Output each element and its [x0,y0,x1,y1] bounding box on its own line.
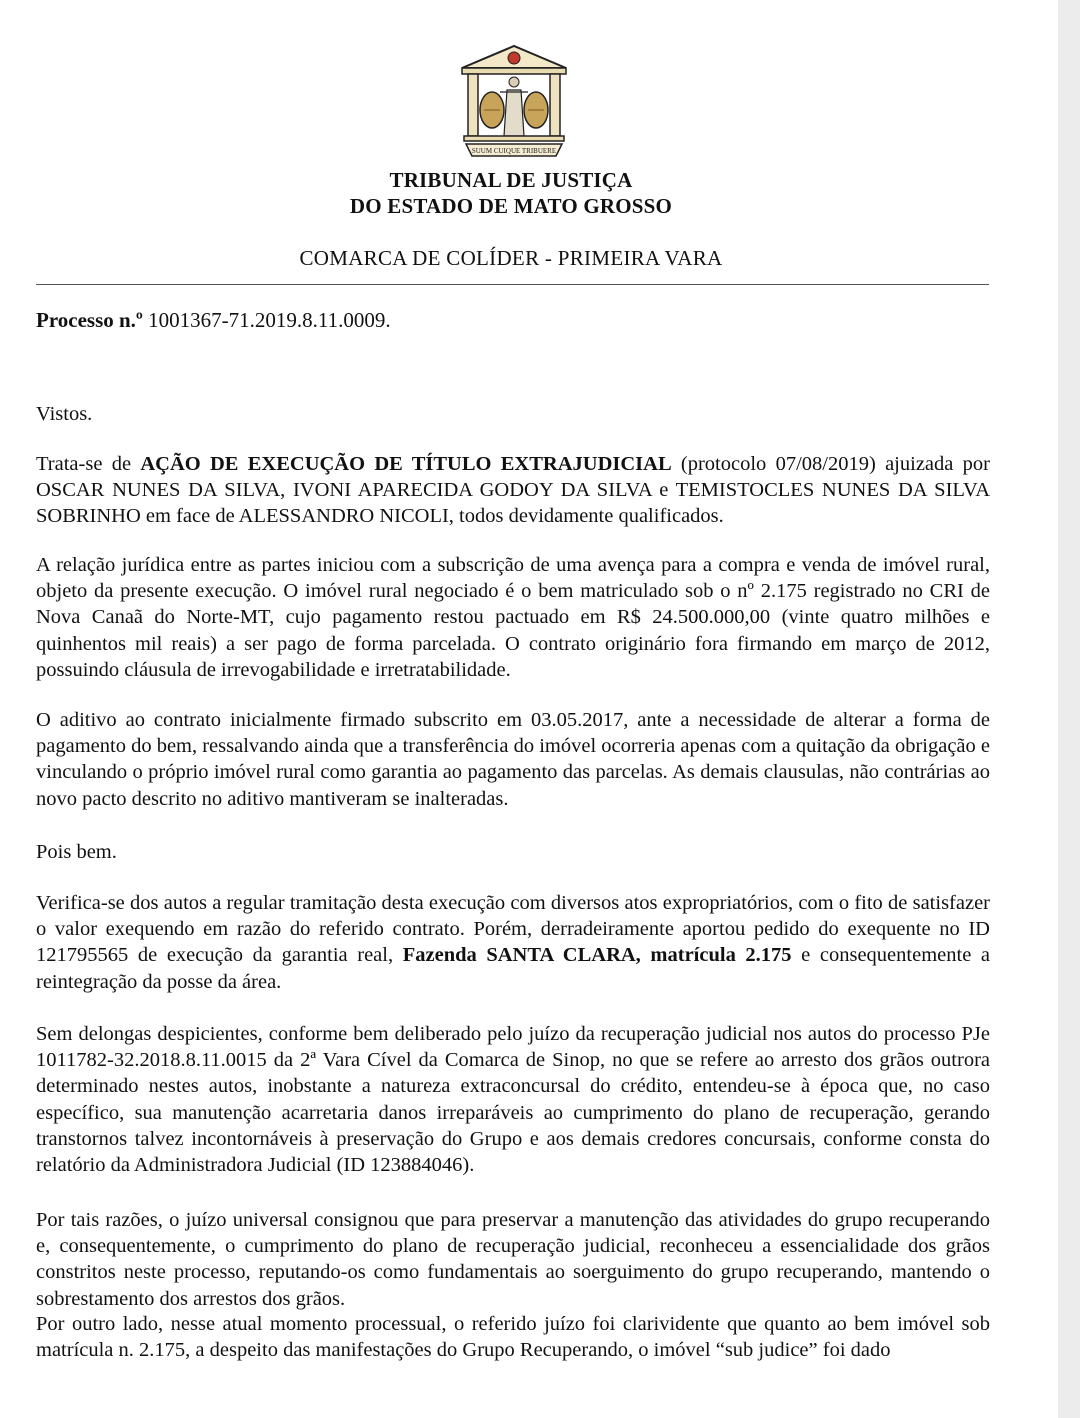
header-divider [36,284,989,285]
paragraph-2: A relação jurídica entre as partes iniciou com a subscrição de uma avença para a compra e venda de imóvel rural, objeto da presente execução. O imóvel rural negociado é o bem matriculado sob o nº 2.175 registrado no CRI de Nova Canaã do Norte-MT, cujo pagamento restou pactuado em R$ 24.500.000,00 (vinte quatro milhões e quinhentos mil reais) a ser pago de forma parcelada. O contrato originário fora firmando em março de 2012, possuindo cláusula de irrevogabilidade e irretratabilidade. [36,554,990,681]
action-title: AÇÃO DE EXECUÇÃO DE TÍTULO EXTRAJUDICIAL [140,453,672,475]
paragraph-5-text-c: e consequentemente a reintegração da posse da área. [36,944,990,993]
paragraph-1 [36,451,990,530]
paragraph-6: Sem delongas despicientes, conforme bem deliberado pelo juízo da recuperação judicial nos autos do processo PJe 1011782-32.2018.8.11.0015 da 2ª Vara Cível da Comarca de Sinop, no que se refere ao arresto dos grãos outrora determinado nestes autos, inobstante a natureza extraconcursal do crédito, entendeu-se à época que, no caso específico, sua manutenção acarretaria danos irreparáveis ao cumprimento do plano de recuperação, gerando transtornos talvez incontornáveis à preservação do Grupo e aos demais credores concursais, conforme consta do relatório da Administradora Judicial (ID 123884046). [36,1023,990,1177]
court-name-line1: TRIBUNAL DE JUSTIÇA [389,168,633,192]
paragraph-7: Por tais razões, o juízo universal consignou que para preservar a manutenção das atividades do grupo recuperando e, consequentemente, o cumprimento do plano de recuperação judicial, reconheceu a essencialidade dos grãos constritos neste processo, reputando-os como fundamentais ao soerguimento do grupo recuperando, mantendo o sobrestamento dos arrestos dos grãos. [36,1209,990,1310]
paragraph-1-text-c: (protocolo 07/08/2019) ajuizada por OSCAR NUNES DA SILVA, IVONI APARECIDA GODOY DA SILVA e TEMISTOCLES NUNES DA SILVA SOBRINHO em face de ALESSANDRO NICOLI, todos devidamente qualificados. [36,453,990,528]
comarca-heading: COMARCA DE COLÍDER - PRIMEIRA VARA [299,246,723,270]
court-crest-logo [452,40,576,160]
process-number [36,308,391,333]
vistos: Vistos. [36,403,93,425]
paragraph-4: Pois bem. [36,841,117,863]
paragraph-8: Por outro lado, nesse atual momento processual, o referido juízo foi clarividente que quanto ao bem imóvel sob matrícula n. 2.175, a despeito das manifestações do Grupo Recuperando, o imóvel “sub judice” foi dado [36,1313,990,1362]
process-number-value: 1001367-71.2019.8.11.0009. [142,308,391,332]
page-margin [1058,0,1080,1418]
paragraph-5 [36,890,990,995]
property-name: Fazenda SANTA CLARA, matrícula 2.175 [402,944,792,967]
crest-motto: SUUM CUIQUE TRIBUERE [471,147,557,155]
court-name-line2: DO ESTADO DE MATO GROSSO [349,194,673,218]
paragraph-5-text-a: Verifica-se dos autos a regular tramitação desta execução com diversos atos expropriatórios, com o fito de satisfazer o valor exequendo em razão do referido contrato. Porém, derradeiramente aportou pedido do exequente no ID 121795565 de execução da garantia real, [36,892,990,967]
process-label: Processo n.º [36,308,143,332]
paragraph-3: O aditivo ao contrato inicialmente firmado subscrito em 03.05.2017, ante a necessidade de alterar a forma de pagamento do bem, ressalvando ainda que a transferência do imóvel ocorreria apenas com a quitação da obrigação e vinculando o próprio imóvel rural como garantia ao pagamento das parcelas. As demais clausulas, não contrárias ao novo pacto descrito no aditivo mantiveram se inalteradas. [36,709,990,810]
paragraph-1-text-a: Trata-se de [36,453,141,475]
